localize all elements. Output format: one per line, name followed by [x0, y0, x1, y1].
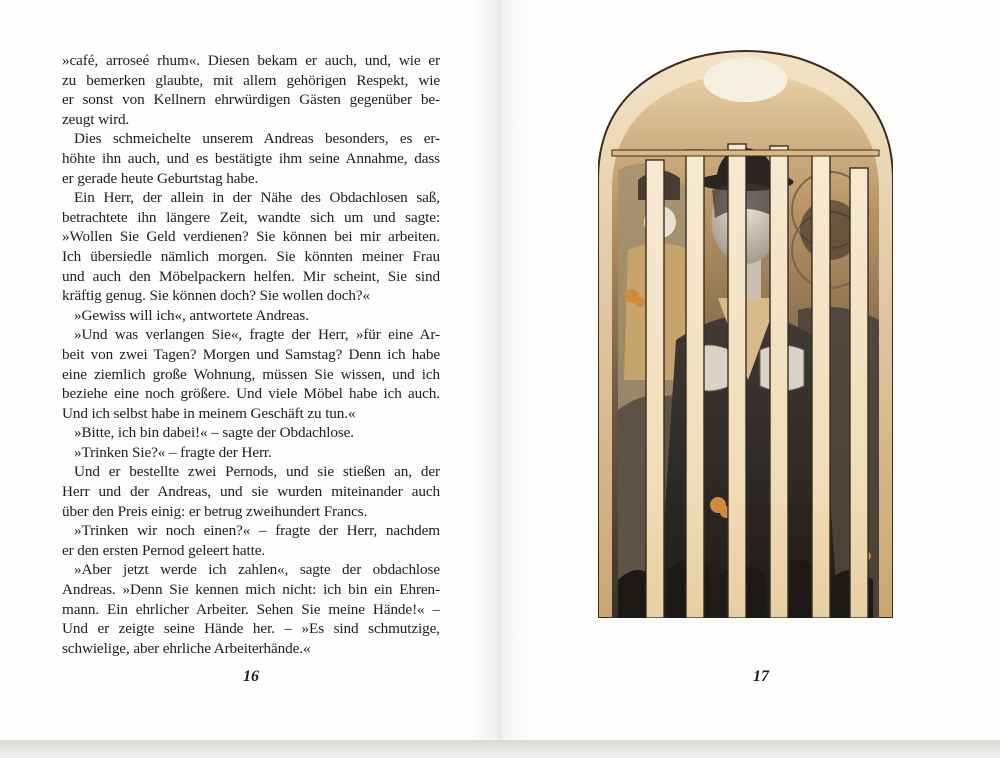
text-line: Ein Herr, der allein in der Nähe des Obdachlosen saß, [74, 189, 440, 207]
body-text [62, 51, 440, 658]
text-line: über den Preis einig: er betrug zweihundert Francs. [62, 502, 368, 520]
illustration-man-behind-bars [598, 50, 893, 618]
text-line: betrachtete ihn längere Zeit, wandte sich um und sagte: [62, 208, 440, 226]
text-line: »Bitte, ich bin dabei!« – sagte der Obdachlose. [74, 424, 354, 442]
text-line: kräftig genug. Sie können doch? Sie wollen doch?« [62, 287, 371, 305]
text-line: beziehe eine noch größere. Und viele Möbel habe ich auch. [62, 385, 440, 403]
text-line: schwielige, aber ehrliche Arbeiterhände.« [62, 639, 311, 657]
text-line: »Und was verlangen Sie«, fragte der Herr, »für eine Ar- [74, 326, 440, 344]
text-line: beit von zwei Tagen? Morgen und Samstag? Denn ich habe [62, 345, 440, 363]
left-page [0, 0, 500, 740]
text-line: »café, arroseé rhum«. Diesen bekam er auch, und, wie er [62, 52, 440, 69]
text-line: »Trinken wir noch einen?« – fragte der Herr, nachdem [74, 522, 440, 540]
text-line: eine ziemlich große Wohnung, müssen Sie wissen, und ich [62, 365, 440, 383]
text-line: und auch den Möbelpackern helfen. Mir scheint, Sie sind [62, 267, 440, 285]
text-line: Herr und der Andreas, und sie wurden miteinander auch [62, 483, 440, 501]
text-line: Und er bestellte zwei Pernods, und sie stießen an, der [74, 463, 440, 481]
page-edge-shadow [0, 740, 1000, 758]
text-line: Und ich selbst habe in meinem Geschäft zu tun.« [62, 404, 356, 422]
text-line: er den ersten Pernod geleert hatte. [62, 541, 266, 559]
text-line: mann. Ein ehrlicher Arbeiter. Sehen Sie meine Hände!« – [62, 600, 440, 618]
text-line: Und er zeigte seine Hände her. – »Es sind schmutzige, [62, 620, 440, 638]
text-line: Ich übersiedle nämlich morgen. Sie könnten meiner Frau [62, 247, 440, 265]
text-line: Dies schmeichelte unserem Andreas besonders, es er- [74, 130, 440, 148]
text-line: zu bemerken glaubte, mit allem gehörigen Respekt, wie [62, 71, 440, 89]
text-line: »Trinken Sie?« – fragte der Herr. [74, 443, 272, 461]
text-line: Andreas. »Denn Sie kennen mich nicht: ich bin ein Ehren- [62, 581, 440, 599]
text-line: »Gewiss will ich«, antwortete Andreas. [74, 306, 309, 324]
right-page [500, 0, 1000, 740]
text-line: »Aber jetzt werde ich zahlen«, sagte der obdachlose [74, 561, 440, 579]
page-number-right: 17 [753, 668, 769, 685]
text-line: er sonst von Kellnern ehrwürdigen Gästen gegenüber be- [62, 91, 440, 109]
text-line: zeugt wird. [62, 110, 130, 128]
text-line: höhte ihn auch, und es bestätigte ihm seine Annahme, dass [62, 149, 440, 167]
text-line: »Wollen Sie Geld verdienen? Sie können bei mir arbeiten. [62, 228, 440, 246]
text-line: er gerade heute Geburtstag habe. [62, 169, 259, 187]
page-number-left: 16 [243, 668, 259, 685]
